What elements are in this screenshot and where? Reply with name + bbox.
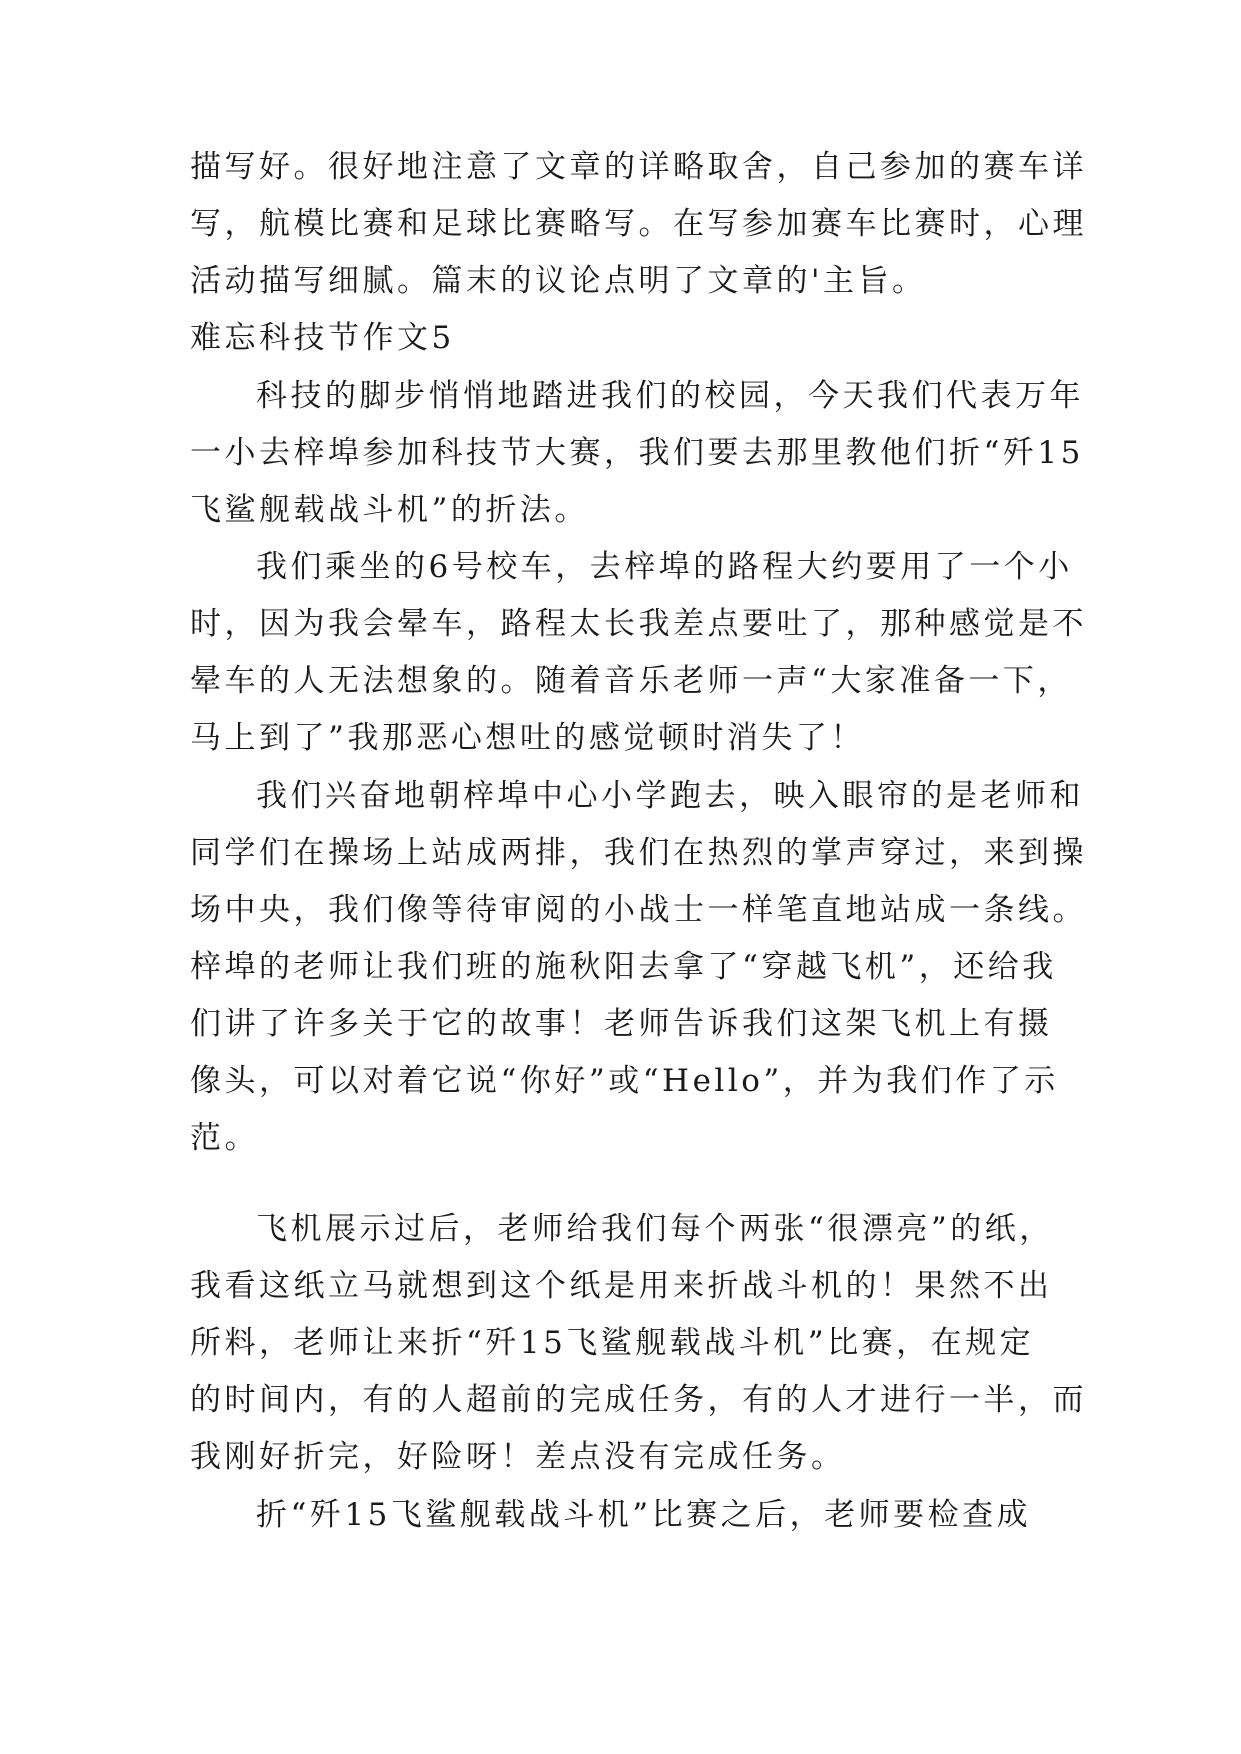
text-line: 马上到了”我那恶心想吐的感觉顿时消失了！ [190,720,865,756]
text-line: 们讲了许多关于它的故事！老师告诉我们这架飞机上有摄 [190,1006,1053,1042]
text-line: 我们兴奋地朝梓埠中心小学跑去，映入眼帘的是老师和 [256,778,1084,814]
text-line: 场中央，我们像等待审阅的小战士一样笔直地站成一条线。 [190,892,1087,928]
text-line: 时，因为我会晕车，路程太长我差点要吐了，那种感觉是不 [190,606,1087,642]
text-line: 飞鲨舰载战斗机”的折法。 [190,492,589,528]
text-line: 科技的脚步悄悄地踏进我们的校园，今天我们代表万年 [256,378,1084,414]
text-line: 一小去梓埠参加科技节大赛，我们要去那里教他们折“歼15 [190,435,1084,471]
text-line: 写，航模比赛和足球比赛略写。在写参加赛车比赛时，心理 [190,206,1087,242]
text-line: 的时间内，有的人超前的完成任务，有的人才进行一半，而 [190,1382,1087,1418]
text-line: 所料，老师让来折“歼15飞鲨舰载战斗机”比赛，在规定 [190,1325,1035,1361]
text-line: 像头，可以对着它说“你好”或“Hello”，并为我们作了示 [190,1063,1059,1099]
text-line: 晕车的人无法想象的。随着音乐老师一声“大家准备一下， [190,663,1072,699]
text-line: 我们乘坐的6号校车，去梓埠的路程大约要用了一个小 [256,549,1073,585]
section-title: 难忘科技节作文5 [190,320,455,356]
text-line: 范。 [190,1120,259,1156]
text-line: 活动描写细腻。篇末的议论点明了文章的'主旨。 [190,263,927,299]
text-line: 我刚好折完，好险呀！差点没有完成任务。 [190,1439,846,1475]
text-line: 梓埠的老师让我们班的施秋阳去拿了“穿越飞机”，还给我 [190,949,1057,985]
text-line: 同学们在操场上站成两排，我们在热烈的掌声穿过，来到操 [190,835,1087,871]
text-line: 飞机展示过后，老师给我们每个两张“很漂亮”的纸， [256,1211,1054,1247]
text-line: 折“歼15飞鲨舰载战斗机”比赛之后，老师要检查成 [256,1497,1032,1533]
text-line: 描写好。很好地注意了文章的详略取舍，自己参加的赛车详 [190,149,1087,185]
text-line: 我看这纸立马就想到这个纸是用来折战斗机的！果然不出 [190,1268,1053,1304]
